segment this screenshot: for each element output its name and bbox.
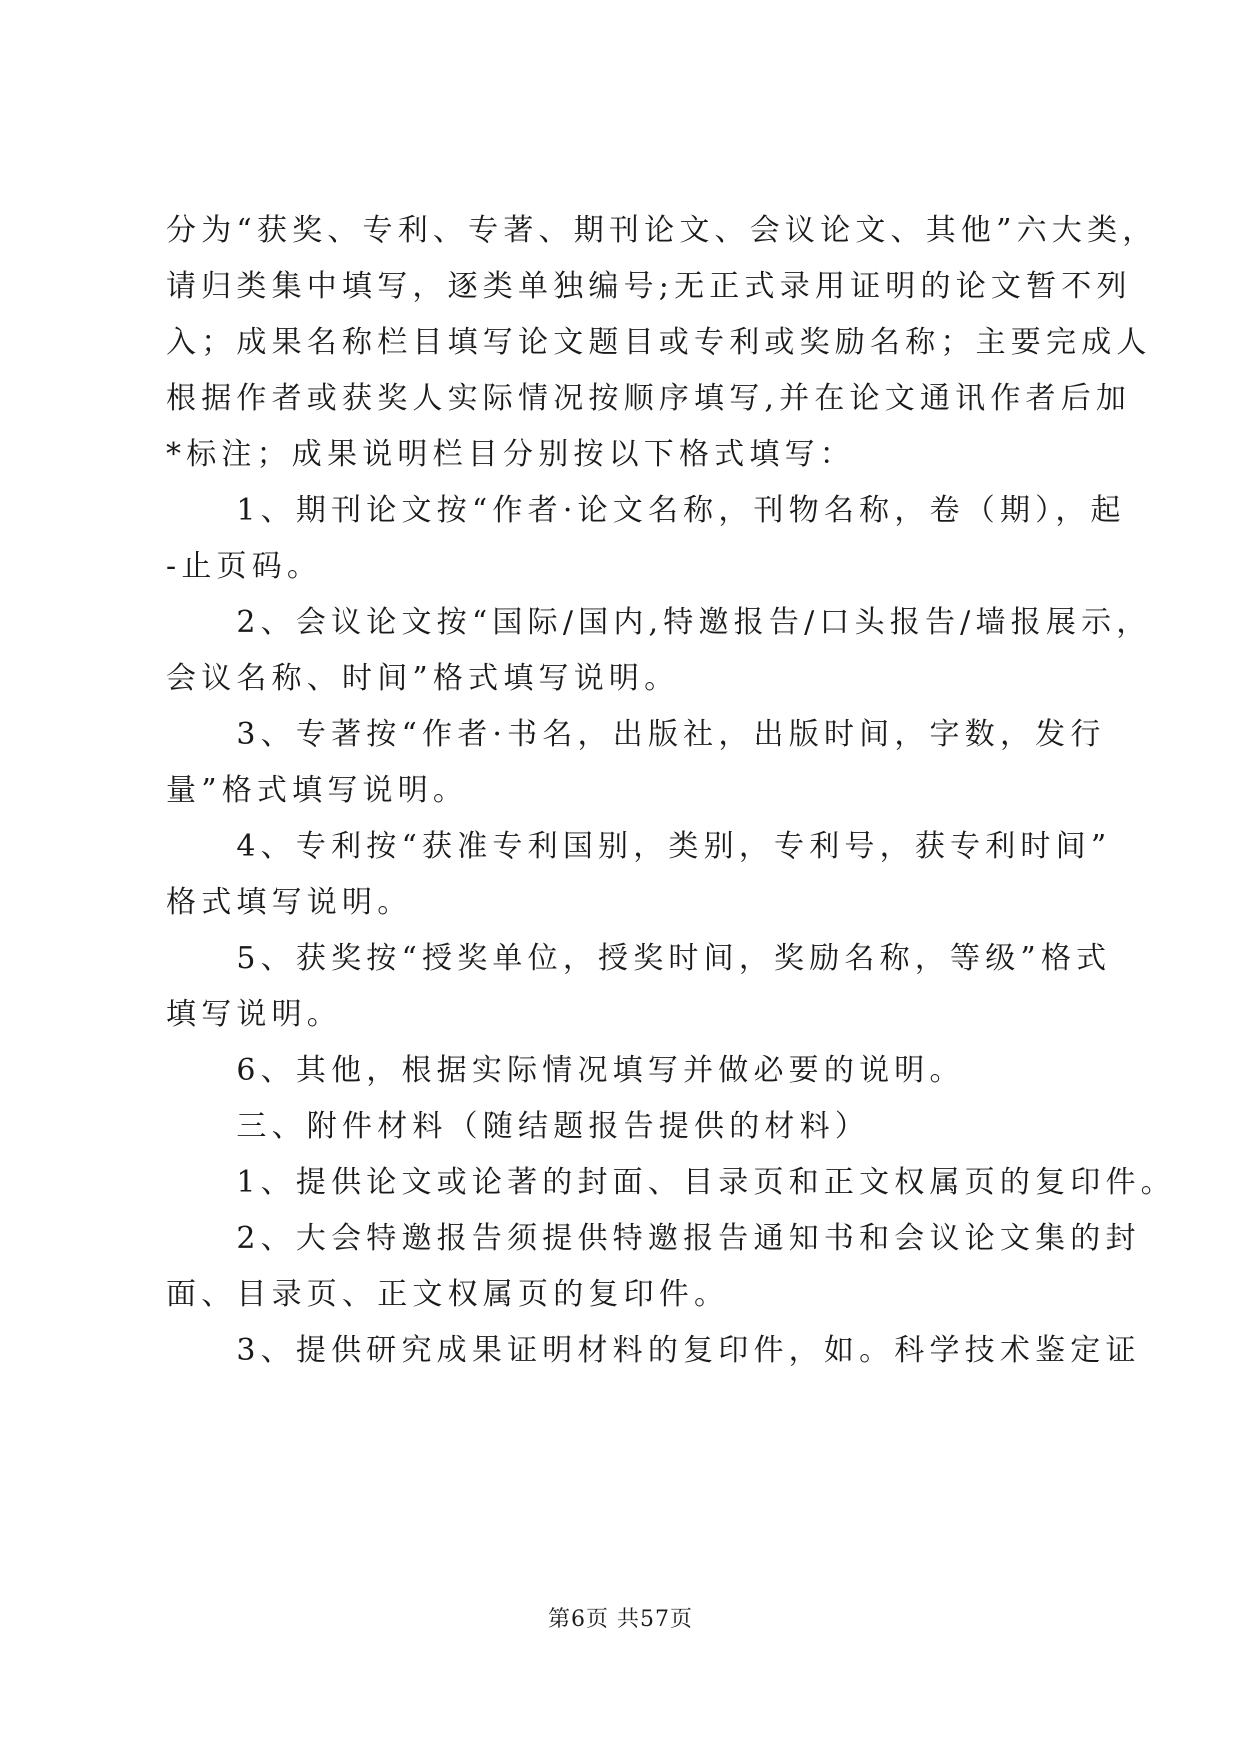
text-line: 3、专著按“作者·书名，出版社，出版时间，字数，发行 (166, 717, 1106, 752)
text-line: 5、获奖按“授奖单位，授奖时间，奖励名称，等级”格式 (166, 941, 1112, 976)
text-line: *标注；成果说明栏目分别按以下格式填写： (166, 437, 855, 472)
text-line: -止页码。 (166, 549, 323, 584)
text-line: 2、会议论文按“国际/国内,特邀报告/口头报告/墙报展示， (166, 605, 1152, 640)
text-line: 6、其他，根据实际情况填写并做必要的说明。 (166, 1053, 965, 1088)
text-line: 1、提供论文或论著的封面、目录页和正文权属页的复印件。 (166, 1165, 1176, 1200)
text-line: 格式填写说明。 (166, 885, 413, 920)
text-line: 1、期刊论文按“作者·论文名称，刊物名称，卷（期），起 (166, 493, 1126, 528)
text-line: 会议名称、时间”格式填写说明。 (166, 661, 680, 696)
text-line: 根据作者或获奖人实际情况按顺序填写,并在论文通讯作者后加 (166, 381, 1132, 416)
text-line: 请归类集中填写，逐类单独编号;无正式录用证明的论文暂不列 (166, 269, 1132, 304)
text-line: 3、提供研究成果证明材料的复印件，如。科学技术鉴定证 (166, 1333, 1141, 1368)
text-line: 填写说明。 (166, 997, 342, 1032)
text-line: 分为“获奖、专利、专著、期刊论文、会议论文、其他”六大类， (166, 213, 1158, 248)
page-number-footer: 第6页 共57页 (548, 1607, 693, 1632)
text-line: 4、专利按“获准专利国别，类别，专利号，获专利时间” (166, 829, 1112, 864)
text-line: 入；成果名称栏目填写论文题目或专利或奖励名称；主要完成人 (166, 325, 1152, 360)
text-line: 面、目录页、正文权属页的复印件。 (166, 1277, 730, 1312)
text-line: 2、大会特邀报告须提供特邀报告通知书和会议论文集的封 (166, 1221, 1141, 1256)
text-line: 三、附件材料（随结题报告提供的材料） (166, 1109, 870, 1144)
text-line: 量”格式填写说明。 (166, 773, 469, 808)
